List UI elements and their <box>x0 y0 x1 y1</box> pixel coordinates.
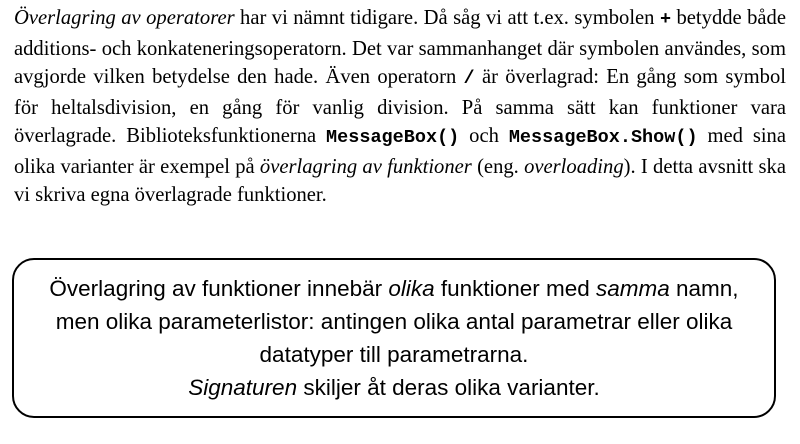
paragraph-text: är överlagrad: En gång som symbol för heltalsdivision, en gång för vanlig division. På samma sätt kan funktioner vara överlagrade. Biblioteksfunktionerna <box>14 66 786 147</box>
code-messagebox-show: MessageBox.Show() <box>508 127 698 148</box>
body-paragraph <box>14 4 786 210</box>
term-operator-overloading: Överlagring av operatorer <box>14 7 235 29</box>
definition-line-1 <box>49 272 738 305</box>
term-function-overloading: överlagring av funktioner <box>259 155 472 178</box>
definition-text: namn, <box>669 276 739 301</box>
definition-text: skiljer åt deras olika varianter. <box>297 375 600 400</box>
paragraph-text: (eng. <box>471 155 525 178</box>
plus-symbol: + <box>659 9 672 30</box>
paragraph-text: och <box>459 125 509 147</box>
definition-line-2: men olika parameterlistor: antingen olika antal parametrar eller olika <box>55 309 733 334</box>
definition-line-4 <box>188 371 599 404</box>
emphasis-signaturen: Signaturen <box>188 375 298 400</box>
code-messagebox: MessageBox() <box>326 127 460 148</box>
slash-symbol: / <box>463 68 475 89</box>
definition-text: funktioner med <box>434 276 596 301</box>
term-overloading-english: overloading <box>524 155 624 178</box>
emphasis-olika: olika <box>388 276 435 301</box>
paragraph-text: betydde både additions- och konkateneringsoperatorn. Det var sammanhanget där symbolen användes, som avgjorde vilken betydelse den hade. Även operatorn <box>14 7 786 88</box>
definition-box <box>12 258 776 418</box>
definition-line-3: datatyper till parametrarna. <box>259 342 529 367</box>
paragraph-text: med sina olika varianter är exempel på <box>14 125 786 178</box>
definition-text: Överlagring av funktioner innebär <box>49 276 389 301</box>
paragraph-text: har vi nämnt tidigare. Då såg vi att t.ex. symbolen <box>234 7 660 29</box>
emphasis-samma: samma <box>596 276 670 301</box>
paragraph-text: ). I detta avsnitt ska vi skriva egna överlagrade funktioner. <box>14 155 786 206</box>
